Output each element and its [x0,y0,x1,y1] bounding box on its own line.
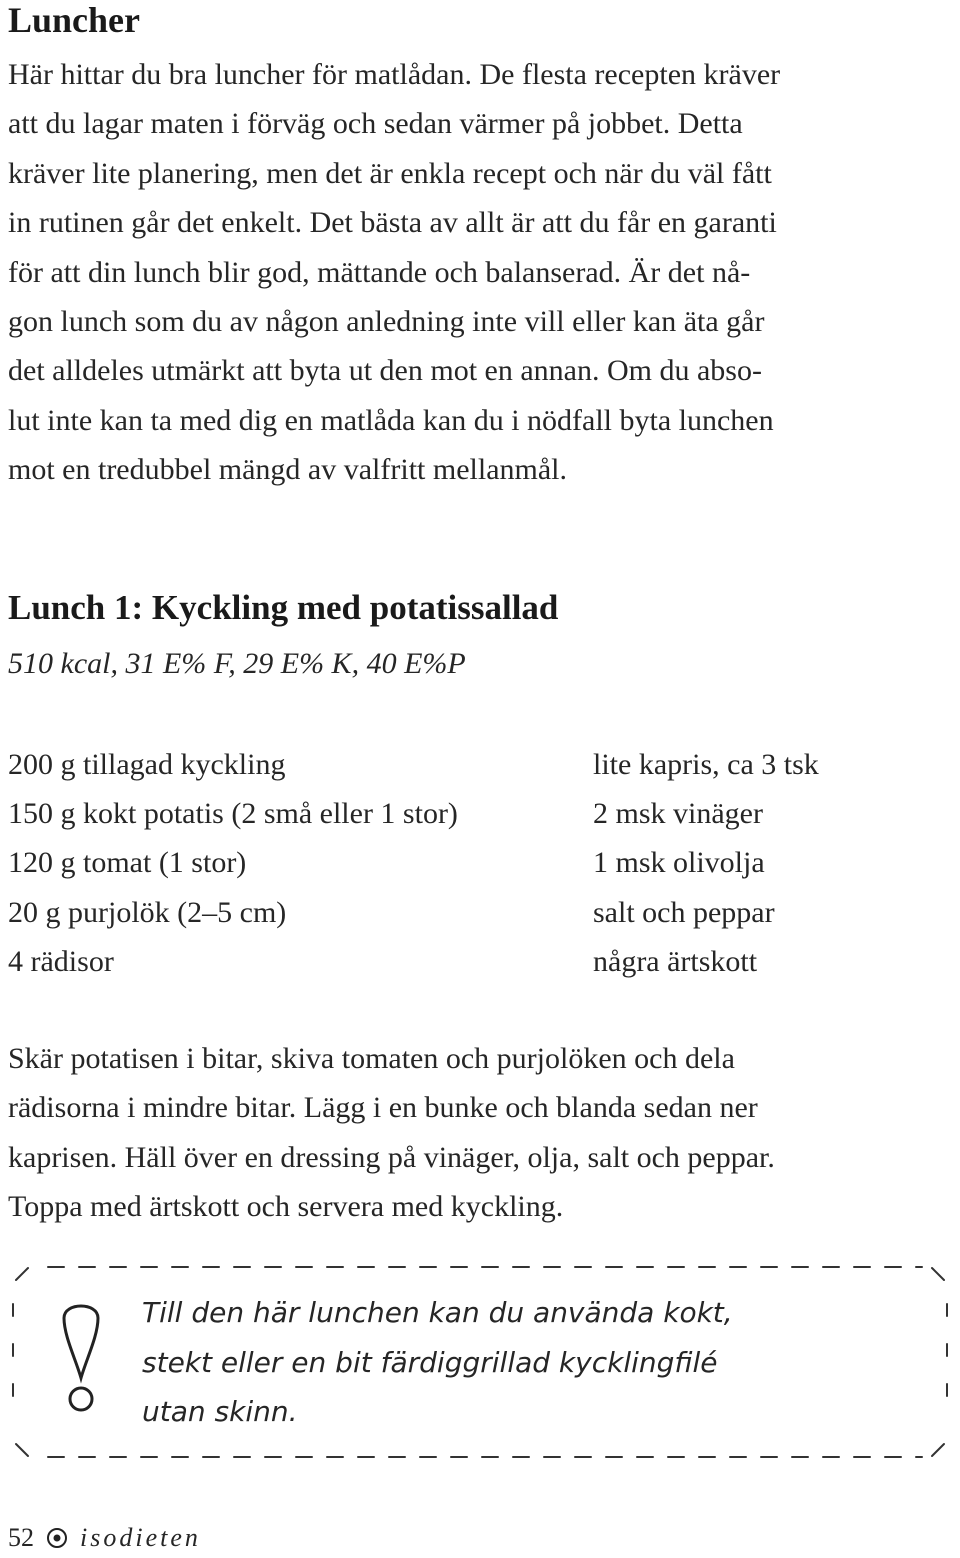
page-title: Luncher [8,0,141,40]
ingredient-list-left [8,740,458,986]
intro-paragraph [8,50,956,495]
method-line: rädisorna i mindre bitar. Lägg i en bunke och blanda sedan ner [8,1091,758,1125]
ingredient-item: 150 g kokt potatis (2 små eller 1 stor) [8,797,458,831]
intro-line: att du lagar maten i förväg och sedan värmer på jobbet. Detta [8,107,743,141]
nutrition-info: 510 kcal, 31 E% F, 29 E% K, 40 E%P [8,647,466,680]
intro-line: in rutinen går det enkelt. Det bästa av allt är att du får en garanti [8,206,777,240]
ingredient-item: 2 msk vinäger [593,797,763,831]
intro-line: Här hittar du bra luncher för matlådan. De flesta recepten kräver [8,58,781,91]
intro-line: för att din lunch blir god, mättande och balanserad. Är det nå- [8,255,751,289]
method-line: kaprisen. Häll över en dressing på vinäger, olja, salt och peppar. [8,1140,775,1174]
intro-line: gon lunch som du av någon anledning inte vill eller kan äta går [8,305,765,339]
ingredient-item: salt och peppar [593,895,775,929]
ingredient-item: 4 rädisor [8,944,114,978]
tip-line: Till den här lunchen kan du använda kokt, [142,1296,733,1329]
ingredient-item: 1 msk olivolja [593,846,765,880]
ingredient-item: 20 g purjolök (2–5 cm) [8,895,287,929]
method-line: Skär potatisen i bitar, skiva tomaten och purjolöken och dela [8,1042,735,1075]
tip-line: utan skinn. [142,1395,298,1428]
page-footer [8,1518,201,1558]
ingredient-list-right [593,740,819,986]
bullseye-icon [46,1527,68,1549]
intro-line: det alldeles utmärkt att byta ut den mot en annan. Om du abso- [8,354,762,388]
ingredient-item: några ärtskott [593,944,758,978]
method-line: Toppa med ärtskott och servera med kyckling. [8,1190,564,1224]
intro-line: kräver lite planering, men det är enkla recept och när du väl fått [8,156,772,190]
page-number: 52 [8,1523,34,1552]
book-title: isodieten [80,1523,201,1552]
recipe-title: Lunch 1: Kyckling med potatissallad [8,588,559,627]
tip-line: stekt eller en bit färdiggrillad kycklingfilé [142,1345,718,1379]
ingredient-item: 120 g tomat (1 stor) [8,846,247,880]
method-paragraph [8,1034,956,1232]
ingredient-item: lite kapris, ca 3 tsk [593,748,819,781]
exclamation-icon [56,1296,106,1414]
intro-line: mot en tredubbel mängd av valfritt mellanmål. [8,453,567,487]
intro-line: lut inte kan ta med dig en matlåda kan du i nödfall byta lunchen [8,403,774,437]
tip-box [10,1262,950,1462]
tip-text [142,1288,733,1437]
ingredient-item: 200 g tillagad kyckling [8,748,286,781]
